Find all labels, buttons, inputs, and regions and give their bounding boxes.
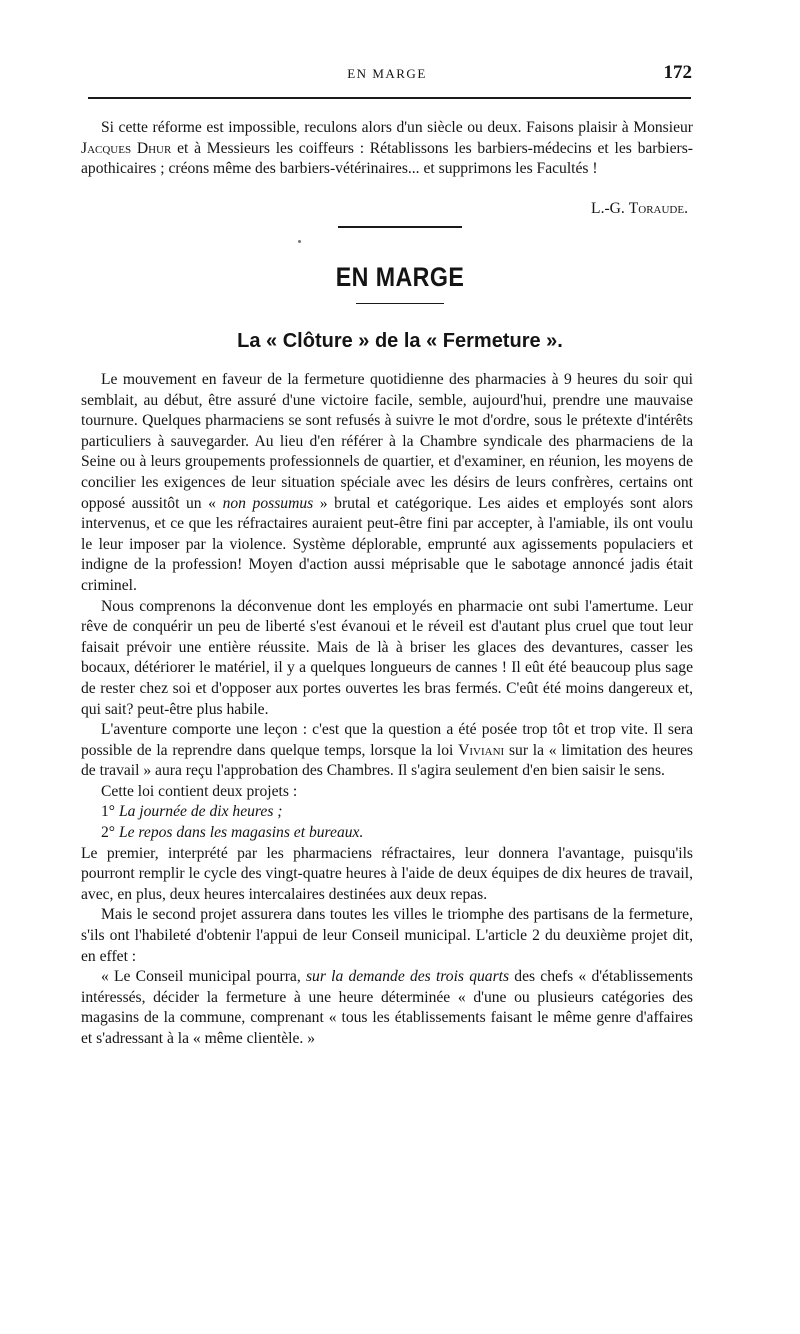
article-body <box>81 370 693 1050</box>
print-speck <box>298 240 301 243</box>
paragraph-5: Le premier, interprété par les pharmaciens réfractaires, leur donnera l'avantage, puisqu'ils pourront remplir le cycle des vingt-quatre heures à l'aide de deux équipes de dix heures de travail, avec, en plus, deux heures intercalaires destinées aux deux repas. <box>81 844 693 903</box>
quote-emphasis: sur la demande des trois quarts <box>305 968 510 986</box>
signature-name: Toraude. <box>628 200 688 217</box>
signature-initials: L.-G. <box>591 200 629 217</box>
running-head <box>82 62 692 90</box>
list-item-1: 1° La journée de dix heures ; <box>101 803 283 821</box>
section-divider <box>338 226 462 228</box>
paragraph-2: Nous comprenons la déconvenue dont les employés en pharmacie ont subi l'amertume. Leur rêve de conquérir un peu de liberté s'est évanoui et le réveil est d'autant plus cruel que tout leur faisait prévoir une entière réussite. Mais de là à briser les glaces des devantures, casser les bocaux, détériorer le matériel, il y a quelques longueurs de cannes ! Il eût été beaucoup plus sage de rester chez soi et d'opposer aux portes ouvertes les bras fermés. C'eût été moins dangereux et, qui sait? peut-être plus habile. <box>81 597 693 718</box>
section-title: EN MARGE <box>335 262 465 292</box>
header-rule <box>88 97 691 99</box>
paragraph-4: Cette loi contient deux projets : <box>101 782 298 800</box>
running-head-title: EN MARGE <box>347 66 427 81</box>
latin-phrase: non possumus <box>222 494 314 512</box>
page-number: 172 <box>663 62 692 83</box>
paragraph-3: L'aventure comporte une leçon : c'est que la question a été posée trop tôt et trop vite. Il sera possible de la reprendre dans quelque temps, lorsque la loi Viviani sur la « limitation des heures de travail » aura reçu l'approbation des Chambres. Il s'agira seulement d'en bien saisir le sens. <box>81 721 693 780</box>
article-title: La « Clôture » de la « Fermeture ». <box>237 330 563 352</box>
intro-paragraph <box>81 118 693 180</box>
paragraph-6: Mais le second projet assurera dans toutes les villes le triomphe des partisans de la fermeture, s'ils ont l'habileté d'obtenir l'appui de leur Conseil municipal. L'article 2 du deuxième projet dit, en effet : <box>81 906 693 965</box>
intro-name-dhur: Jacques Dhur <box>81 139 172 157</box>
intro-text-2: et à Messieurs les coiffeurs : Rétablissons les barbiers-médecins et les barbiers-apothicaires ; créons même des barbiers-vétérinaires... et supprimons les Facultés ! <box>81 139 693 178</box>
quoted-article: « Le Conseil municipal pourra, sur la demande des trois quarts des chefs « d'établissements intéressés, décider la fermeture à une heure déterminée « d'une ou plusieurs catégories des magasins de la commune, comprenant « tous les établissements faisant le même genre d'affaires et s'adressant à la « même clientèle. » <box>81 968 693 1047</box>
paragraph-1: Le mouvement en faveur de la fermeture quotidienne des pharmacies à 9 heures du soir qui semblait, au début, être assuré d'une victoire facile, semble, aujourd'hui, prendre une mauvaise tournure. Quelques pharmaciens se sont refusés à suivre le mot d'ordre, sous le prétexte d'intérêts particuliers à sauvegarder. Au lieu d'en référer à la Chambre syndicale des pharmaciens de la Seine ou à leurs groupements professionnels de quartier, et d'examiner, en réunion, les moyens de concilier les exigences de leur situation spéciale avec les désirs de leurs confrères, certains ont opposé aussitôt un « non possumus » brutal et catégorique. Les aides et employés sont alors intervenus, et ce que les réfractaires auraient peut-être fini par accepter, à l'amiable, ils ont voulu le leur imposer par la violence. Système déplorable, emprunté aux agissements populaciers et indigne de la profession! Moyen d'action aussi méprisable que le sabotage annoncé jadis était criminel. <box>81 371 693 594</box>
intro-text-1: Si cette réforme est impossible, reculons alors d'un siècle ou deux. Faisons plaisir à Monsieur <box>101 119 693 136</box>
name-viviani: Viviani <box>458 741 505 759</box>
signature <box>591 200 688 218</box>
list-item-2: 2° Le repos dans les magasins et bureaux. <box>101 824 364 842</box>
section-title-rule <box>356 303 444 304</box>
